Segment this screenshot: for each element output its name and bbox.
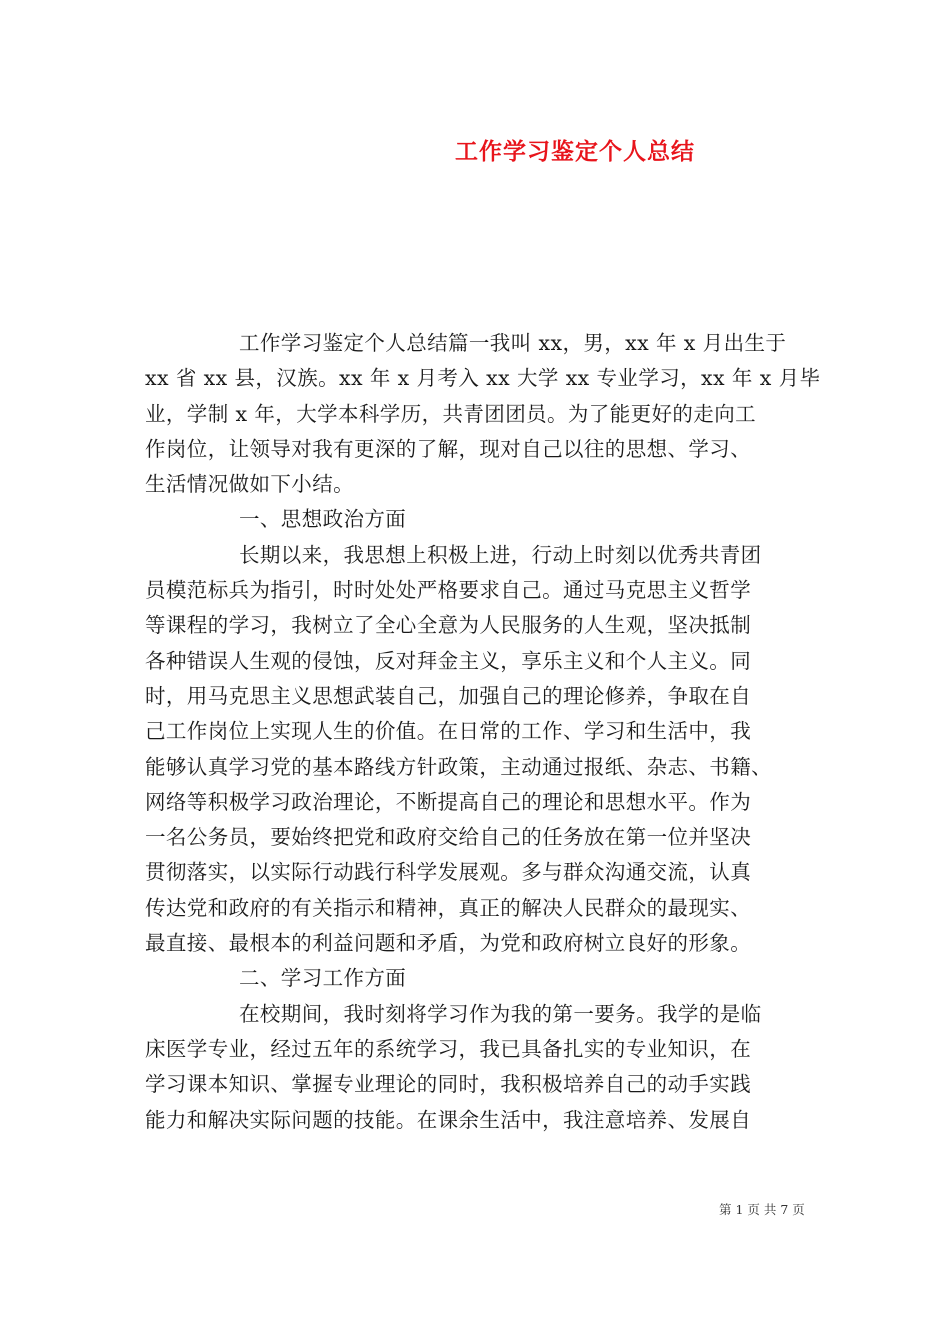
body-line: 时，用马克思主义思想武装自己，加强自己的理论修养，争取在自 bbox=[145, 683, 752, 708]
body-line: 业，学制 x 年，大学本科学历，共青团团员。为了能更好的走向工 bbox=[145, 401, 756, 426]
body-line: 学习课本知识、掌握专业理论的同时，我积极培养自己的动手实践 bbox=[145, 1072, 752, 1097]
body-line: 员模范标兵为指引，时时处处严格要求自己。通过马克思主义哲学 bbox=[145, 578, 752, 603]
body-line: 各种错误人生观的侵蚀，反对拜金主义，享乐主义和个人主义。同 bbox=[145, 648, 752, 673]
section-heading: 二、学习工作方面 bbox=[239, 966, 407, 991]
body-line: 长期以来，我思想上积极上进，行动上时刻以优秀共青团 bbox=[239, 542, 762, 567]
body-line: 己工作岗位上实现人生的价值。在日常的工作、学习和生活中，我 bbox=[145, 719, 752, 744]
section-heading: 一、思想政治方面 bbox=[239, 507, 407, 532]
body-line: 最直接、最根本的利益问题和矛盾，为党和政府树立良好的形象。 bbox=[145, 931, 752, 956]
page-number: 第 1 页 共 7 页 bbox=[719, 1202, 805, 1217]
body-line: 床医学专业，经过五年的系统学习，我已具备扎实的专业知识，在 bbox=[145, 1036, 752, 1061]
body-line: 工作学习鉴定个人总结篇一我叫 xx，男，xx 年 x 月出生于 bbox=[239, 331, 787, 355]
document-title: 工作学习鉴定个人总结 bbox=[455, 139, 695, 165]
body-line: 贯彻落实，以实际行动践行科学发展观。多与群众沟通交流，认真 bbox=[145, 860, 752, 885]
body-line: 生活情况做如下小结。 bbox=[145, 472, 354, 497]
document-body bbox=[145, 326, 825, 1138]
body-line: 能力和解决实际问题的技能。在课余生活中，我注意培养、发展自 bbox=[145, 1107, 752, 1132]
body-line: 在校期间，我时刻将学习作为我的第一要务。我学的是临 bbox=[239, 1001, 762, 1026]
body-line: 传达党和政府的有关指示和精神，真正的解决人民群众的最现实、 bbox=[145, 895, 752, 920]
body-line: 作岗位，让领导对我有更深的了解，现对自己以往的思想、学习、 bbox=[145, 436, 752, 461]
body-line: 等课程的学习，我树立了全心全意为人民服务的人生观，坚决抵制 bbox=[145, 613, 752, 638]
body-line: xx 省 xx 县，汉族。xx 年 x 月考入 xx 大学 xx 专业学习，xx 年 x 月毕 bbox=[145, 366, 821, 391]
body-line: 一名公务员，要始终把党和政府交给自己的任务放在第一位并坚决 bbox=[145, 825, 752, 850]
body-line: 网络等积极学习政治理论，不断提高自己的理论和思想水平。作为 bbox=[145, 789, 752, 814]
body-line: 能够认真学习党的基本路线方针政策，主动通过报纸、杂志、书籍、 bbox=[145, 754, 772, 779]
